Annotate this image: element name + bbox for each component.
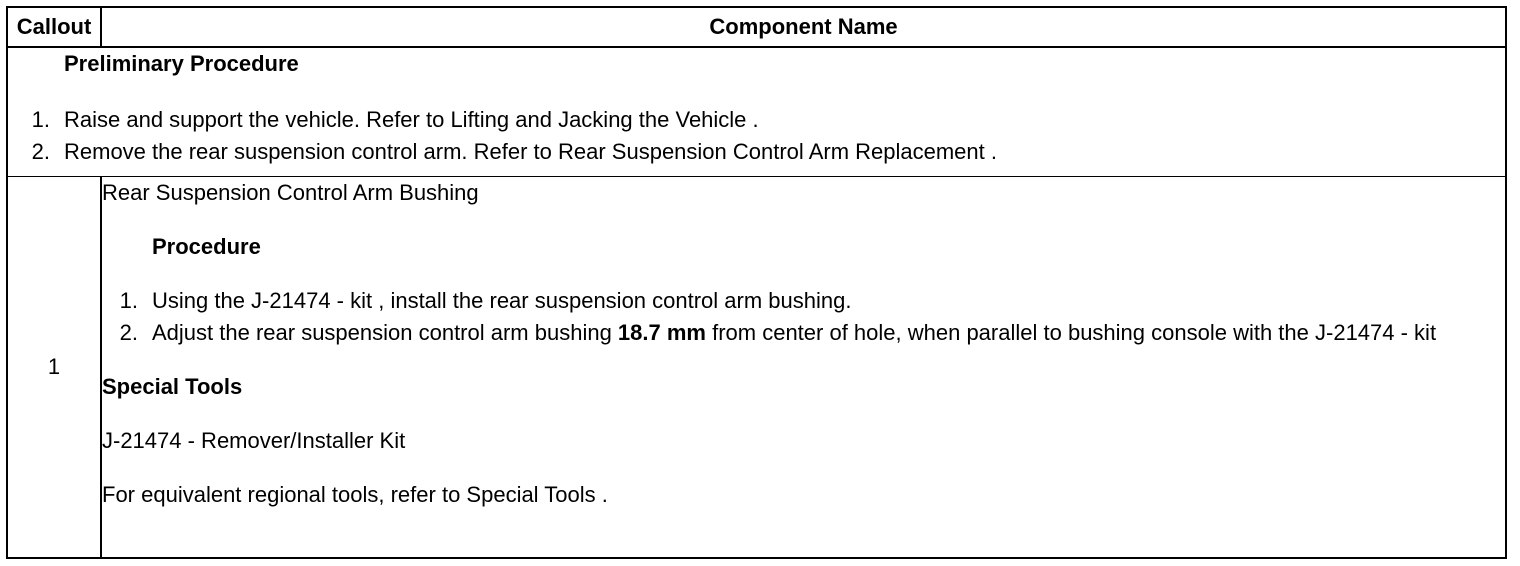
preliminary-row (7, 47, 1506, 177)
step-number: 1. (31, 107, 50, 132)
measurement-value: 18.7 mm (617, 320, 706, 345)
step-text: Using the J-21474 - kit , install the rear suspension control arm bushing. (152, 288, 852, 313)
spacer (102, 349, 1505, 371)
preliminary-steps-list (8, 104, 1505, 168)
table-header-row (7, 7, 1506, 47)
list-item (102, 285, 1505, 317)
step-number: 2. (31, 139, 50, 164)
step-text-start: Adjust the rear suspension control arm bushing (152, 320, 618, 345)
component-content-cell (101, 177, 1506, 559)
callout-column-header: Callout (7, 7, 101, 47)
step-number: 1. (119, 288, 138, 313)
procedure-steps-list (102, 285, 1505, 349)
list-item (8, 104, 1505, 136)
spacer (102, 403, 1505, 425)
preliminary-procedure-title: Preliminary Procedure (64, 51, 299, 76)
callout-number: 1 (7, 177, 101, 559)
step-text-end: from center of hole, when parallel to bushing console with the J-21474 - kit (705, 320, 1437, 345)
preliminary-cell (7, 47, 1506, 177)
procedure-title: Procedure (152, 234, 261, 259)
special-tool-item: J-21474 - Remover/Installer Kit (102, 428, 406, 453)
step-number: 2. (119, 320, 138, 345)
list-item (102, 317, 1505, 349)
regional-tools-note: For equivalent regional tools, refer to Special Tools . (102, 482, 608, 507)
component-table (6, 6, 1507, 559)
step-text: Raise and support the vehicle. Refer to Lifting and Jacking the Vehicle . (64, 107, 759, 132)
component-name-column-header: Component Name (101, 7, 1506, 47)
step-text: Remove the rear suspension control arm. Refer to Rear Suspension Control Arm Replacement . (64, 139, 997, 164)
table-row (7, 177, 1506, 559)
component-name: Rear Suspension Control Arm Bushing (102, 180, 479, 205)
list-item (8, 136, 1505, 168)
spacer (102, 457, 1505, 479)
special-tools-title: Special Tools (102, 374, 243, 399)
